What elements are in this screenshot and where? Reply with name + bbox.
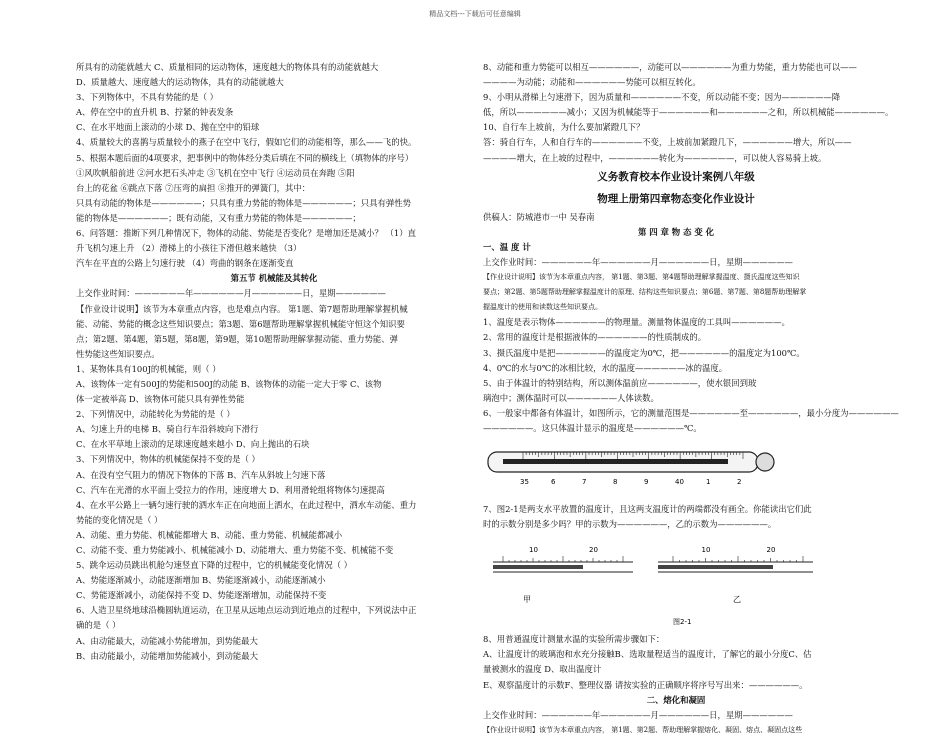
text-line: 上交作业时间：——————年——————月——————日，星期—————— bbox=[76, 288, 386, 299]
text-line: 1、温度是表示物体——————的物理量。测量物体温度的工具叫——————。 bbox=[483, 317, 790, 328]
text-line: 升飞机匀速上升 （2）滑梯上的小孩往下滑但越来越快 （3） bbox=[76, 243, 302, 254]
text-line: ————增大，在上坡的过程中，——————转化为——————，可以使人容易骑上坡。 bbox=[483, 152, 827, 163]
text-line: 低，所以——————减小；又因为机械能等于——————和——————之和，所以机械能——————。 bbox=[483, 107, 894, 118]
scale-tick-label: 10 bbox=[701, 546, 711, 555]
text-line: 8、用普通温度计测量水温的实验所需步骤如下： bbox=[483, 634, 665, 645]
text-line: 3、下列物体中，不具有势能的是（ ） bbox=[76, 92, 218, 103]
left-column bbox=[76, 60, 472, 664]
text-line: 4、在水平公路上一辆匀速行驶的洒水车正在向地面上洒水，在此过程中，洒水车动能、重力 bbox=[76, 499, 417, 510]
label-yi: 乙 bbox=[733, 595, 741, 605]
figure-caption: 图2-1 bbox=[673, 618, 692, 627]
text-line: 体一定被举高 D、该物体可能只具有弹性势能 bbox=[76, 394, 245, 405]
text-line: 2、常用的温度计是根据液体的——————的性质制成的。 bbox=[483, 332, 707, 343]
text-line: A、让温度计的玻璃泡和水充分接触B、选取量程适当的温度计，了解它的最小分度C、估 bbox=[483, 649, 812, 660]
text-line: ————为动能；动能和——————势能可以相互转化。 bbox=[483, 77, 701, 88]
thermometer-tick-label: 1 bbox=[706, 478, 711, 487]
text-line: 台上的花盆 ⑥跳点下落 ⑦压弯的扁担 ⑧推开的弹簧门，其中： bbox=[76, 182, 311, 193]
section-heading: 第五节 机械能及其转化 bbox=[230, 273, 318, 284]
text-line: 【作业设计说明】该节为本章重点内容，也是难点内容。 第1题、第7题帮助理解掌握机械 bbox=[76, 303, 408, 314]
page-watermark: 精品文档---下载后可任意编辑 bbox=[429, 10, 521, 18]
text-line: A、动能、重力势能、机械能都增大 B、动能、重力势能、机械能都减小 bbox=[76, 529, 343, 540]
clinical-thermometer-figure bbox=[483, 438, 869, 500]
text-line: 量被测水的温度 D、取出温度计 bbox=[483, 664, 602, 675]
text-line: 8、动能和重力势能可以相互——————，动能可以——————为重力势能，重力势能也可以—— bbox=[483, 62, 857, 72]
text-line: C、势能逐渐减小，动能保持不变 D、势能逐渐增加，动能保持不变 bbox=[76, 590, 327, 601]
thermometer-image bbox=[483, 438, 783, 500]
text-line: C、汽车在光滑的水平面上受拉力的作用，速度增大 D、利用滑轮组将物体匀速提高 bbox=[76, 484, 385, 495]
thermometer-tick-label: 9 bbox=[644, 478, 649, 487]
text-line: 点；第2题、第4题，第5题，第8题，第9题，第10题帮助理解掌握动能、重力势能、弹 bbox=[76, 333, 399, 344]
right-column bbox=[483, 60, 899, 738]
doc-subtitle: 物理上册第四章物态变化作业设计 bbox=[597, 192, 755, 205]
scale-tick-label: 20 bbox=[589, 546, 598, 555]
figure-2-1 bbox=[483, 532, 869, 632]
text-line: 汽车在平直的公路上匀速行驶 （4）弯曲的钢条在逐渐变直 bbox=[76, 258, 294, 269]
text-line: 确的是（ ） bbox=[76, 620, 121, 631]
label-jia: 甲 bbox=[523, 595, 531, 605]
text-line: A、该物体一定有500J的势能和500J的动能 B、该物体的动能一定大于零 C、该物 bbox=[76, 378, 382, 389]
text-line: B、由动能最小，动能增加势能减小，到动能最大 bbox=[76, 650, 259, 661]
text-line: 只具有动能的物体是——————；只具有重力势能的物体是——————；只具有弹性势 bbox=[76, 197, 411, 208]
text-line: 2、下列情况中，动能转化为势能的是（ ） bbox=[76, 409, 235, 420]
section-heading: 一、温 度 计 bbox=[483, 241, 531, 252]
text-line: 10、自行车上坡前，为什么要加紧蹬几下？ bbox=[483, 122, 645, 133]
text-line: 要点；第2题、第5题帮助理解掌握温度计的原理、结构这些知识要点；第6题、第7题、第8题帮助理解掌 bbox=[483, 288, 807, 297]
text-line: 4、质量较大的喜鹊与质量较小的燕子在空中飞行，假如它们的动能相等，那么——飞的快。 bbox=[76, 137, 417, 148]
text-line: 【作业设计说明】该节为本章重点内容， 第1题、第2题、帮助理解掌握熔化、凝固、熔点、凝固点这些 bbox=[483, 725, 803, 734]
text-line: 所具有的动能就越大 C、质量相同的运动物体，速度越大的物体具有的动能就越大 bbox=[76, 62, 379, 72]
chapter-heading: 第 四 章 物 态 变 化 bbox=[637, 226, 715, 237]
text-line: 4、0℃的水与0℃的冰相比较，水的温度——————冰的温度。 bbox=[483, 362, 728, 373]
section-heading: 二、熔化和凝固 bbox=[646, 694, 706, 705]
text-line: 时的示数分别是多少吗？甲的示数为——————，乙的示数为——————。 bbox=[483, 519, 777, 530]
scale-tick-label: 10 bbox=[529, 546, 538, 555]
thermometer-tick-label: 40 bbox=[675, 478, 684, 487]
text-line: 3、下列情况中，物体的机械能保持不变的是（ ） bbox=[76, 454, 260, 465]
thermometer-tick-label: 2 bbox=[737, 478, 742, 487]
text-line: 性势能这些知识要点。 bbox=[76, 348, 160, 359]
text-line: 握温度计的使用和读数这些知识要点。 bbox=[483, 303, 602, 312]
text-line: 3、摄氏温度中是把——————的温度定为0℃，把——————的温度定为100℃。 bbox=[483, 347, 805, 358]
text-line: A、匀速上升的电梯 B、骑自行车沿斜坡向下滑行 bbox=[76, 424, 259, 435]
text-line: 1、某物体具有100J的机械能，则（ ） bbox=[76, 363, 221, 374]
text-line: 势能的变化情况是（ ） bbox=[76, 514, 163, 525]
text-line: 5、由于体温计的特别结构，所以测体温前应——————，使水银回到玻 bbox=[483, 377, 757, 388]
text-line: 璃泡中；测体温时可以——————人体读数。 bbox=[483, 392, 659, 403]
text-line: 上交作业时间：——————年——————月——————日，星期—————— bbox=[483, 709, 793, 720]
text-line: 5、跳伞运动员跳出机舱匀速竖直下降的过程中，它的机械能变化情况（ ） bbox=[76, 560, 352, 571]
text-line: A、由动能最大，动能减小势能增加，到势能最大 bbox=[76, 635, 258, 646]
text-line: E、观察温度计的示数F、整理仪器 请按实验的正确顺序将序号写出来：——————。 bbox=[483, 679, 808, 690]
author-line: 供稿人：防城港市一中 吴春南 bbox=[483, 211, 595, 222]
text-line: A、势能逐渐减小，动能逐渐增加 B、势能逐渐减小，动能逐渐减小 bbox=[76, 575, 326, 586]
text-line: 6、人造卫星绕地球沿椭圆轨道运动，在卫星从远地点运动到近地点的过程中，下列说法中正 bbox=[76, 605, 417, 616]
text-line: 7、图2-1是两支水平放置的温度计，且这两支温度计的两端都没有画全。你能读出它们此 bbox=[483, 504, 812, 515]
text-line: 能的物体是——————；既有动能，又有重力势能的物体是——————； bbox=[76, 212, 361, 223]
text-line: D、质量越大、速度越大的运动物体，具有的动能就越大 bbox=[76, 77, 284, 88]
text-line: A、停在空中的直升机 B、拧紧的钟表发条 bbox=[76, 107, 234, 118]
horizontal-thermometers-image bbox=[483, 532, 863, 632]
doc-title: 义务教育校本作业设计案例八年级 bbox=[597, 170, 755, 183]
thermometer-tick-label: 6 bbox=[551, 478, 556, 487]
text-line: 9、小明从滑梯上匀速滑下，因为质量和——————不变，所以动能不变；因为——————降 bbox=[483, 92, 841, 103]
text-line: 6、一般家中都备有体温计，如图所示，它的测量范围是——————至——————，最小分度为—————— bbox=[483, 407, 899, 418]
text-line: 能、动能、势能的概念这些知识要点；第3题、第6题帮助理解掌握机械能守恒这个知识要 bbox=[76, 318, 405, 329]
scale-tick-label: 20 bbox=[766, 546, 776, 555]
text-line: 上交作业时间：——————年——————月——————日，星期—————— bbox=[483, 256, 793, 267]
text-line: ——————。这只体温计显示的温度是——————℃。 bbox=[483, 422, 702, 433]
text-line: 6、问答题：推断下列几种情况下，物体的动能、势能是否变化？是增加还是减小？ （1）直 bbox=[76, 228, 416, 239]
thermometer-tick-label: 7 bbox=[582, 478, 587, 487]
thermometer-tick-label: 8 bbox=[613, 478, 618, 487]
text-line: C、动能不变、重力势能减小、机械能减小 D、动能增大、重力势能不变、机械能不变 bbox=[76, 545, 394, 555]
text-line: 5、根据本题后面的4项要求，把事例中的物体经分类后填在不同的横线上（填物体的序号） bbox=[76, 152, 414, 163]
text-line: A、在没有空气阻力的情况下物体的下落 B、汽车从斜坡上匀速下落 bbox=[76, 469, 326, 480]
text-line: 【作业设计说明】该节为本章重点内容， 第1题、第3题、第4题帮助理解掌握温度、摄氏温度这些知识 bbox=[483, 273, 800, 282]
text-line: C、在水平草地上滚动的足球速度越来越小 D、向上抛出的石块 bbox=[76, 439, 310, 450]
text-line: 答：骑自行车，人和自行车的——————不变，上坡前加紧蹬几下，——————增大，所以—— bbox=[483, 137, 852, 148]
text-line: C、在水平地面上滚动的小球 D、抛在空中的铅球 bbox=[76, 122, 260, 133]
text-line: ①风吹帆船前进 ②河水把石头冲走 ③飞机在空中飞行 ④运动员在奔跑 ⑤阳 bbox=[76, 167, 355, 178]
thermometer-tick-label: 35 bbox=[520, 478, 529, 487]
